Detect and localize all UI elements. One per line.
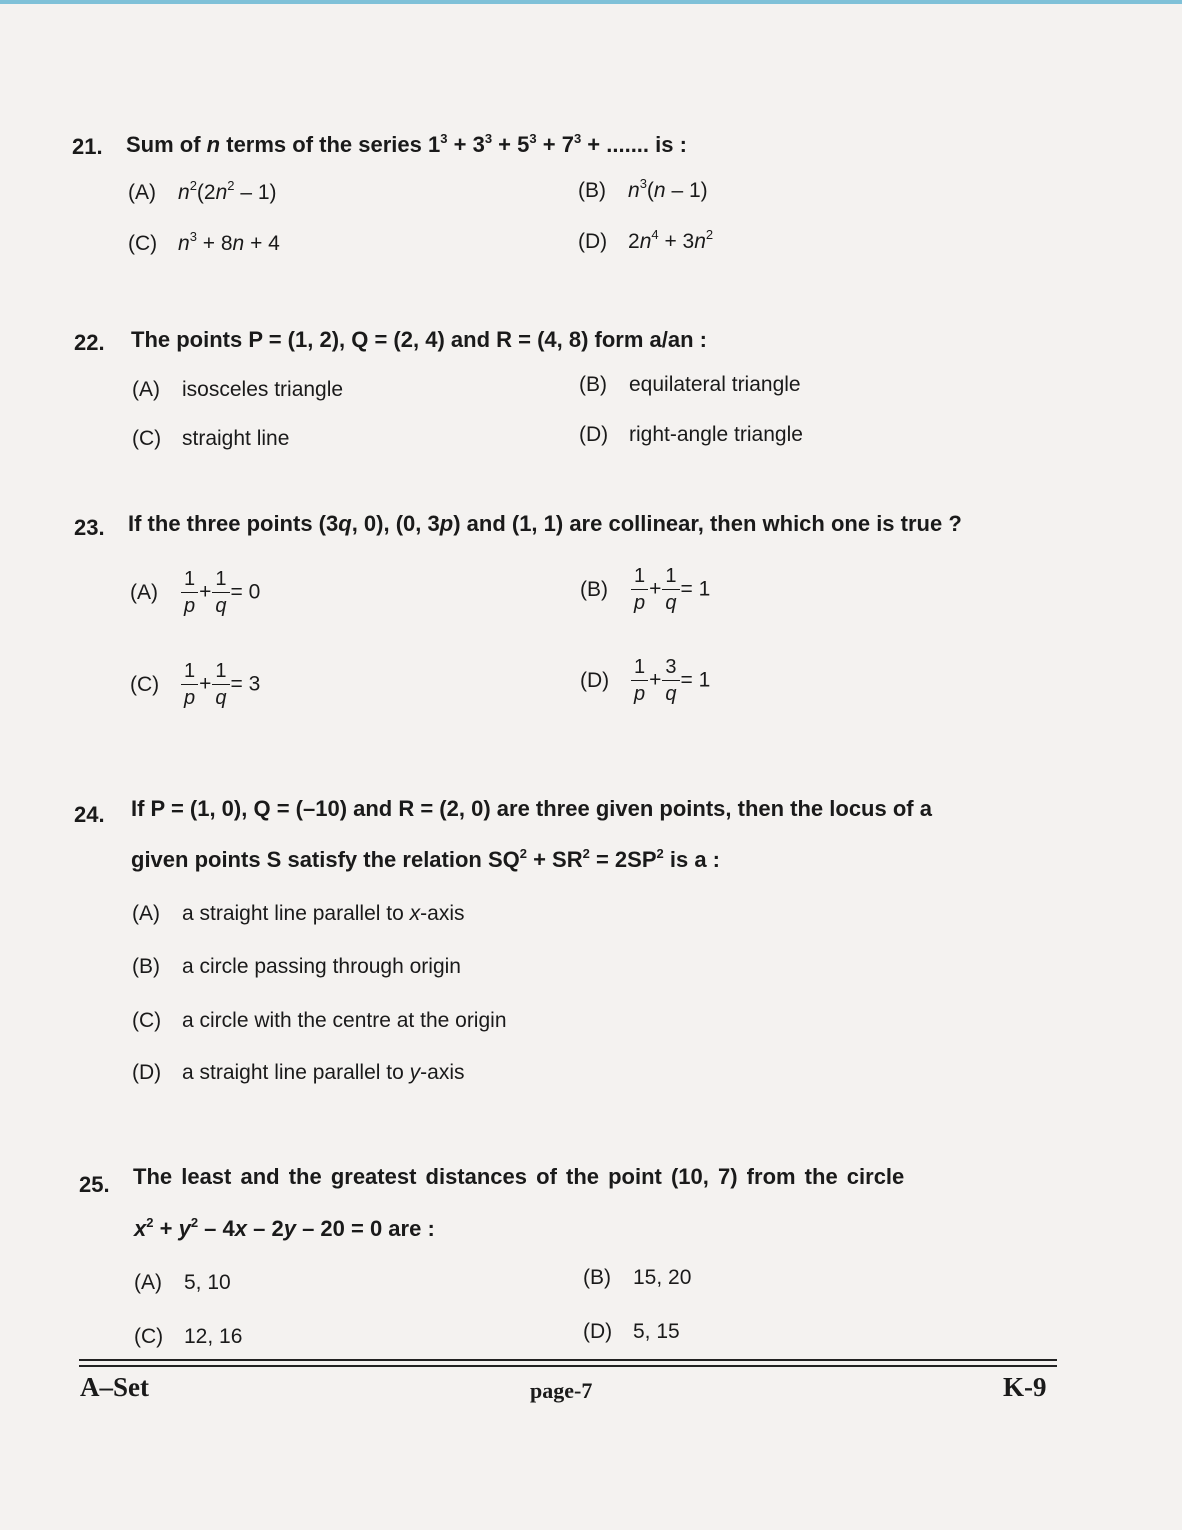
option-c[interactable]: (C) $\frac{1}{p}$ + $\frac{1}{q}$ = 3 xyxy=(130,660,261,709)
page-number: page-7 xyxy=(530,1378,593,1403)
option-a[interactable]: (A) 5, 10 xyxy=(134,1271,231,1294)
footer-rule-top xyxy=(79,1359,1057,1361)
top-rule xyxy=(0,0,1182,4)
option-c[interactable]: (C) a circle with the centre at the origin xyxy=(132,1009,507,1032)
option-a[interactable]: (A) isosceles triangle xyxy=(132,378,344,401)
option-d[interactable]: (D) right-angle triangle xyxy=(579,423,803,446)
question-number: 22. xyxy=(74,330,105,355)
option-b[interactable]: (B) $n^3(n - 1)$ xyxy=(578,176,708,202)
question-text-line2: $x^2 + y^2 - 4x - 2y - 20 = 0$ are : xyxy=(134,1215,435,1241)
option-a[interactable]: (A) a straight line parallel to x-axis xyxy=(132,902,465,925)
option-d[interactable]: (D) a straight line parallel to y-axis xyxy=(132,1061,465,1084)
set-label: A–Set xyxy=(80,1372,149,1402)
question-text-line2: given points S satisfy the relation $SQ^2 + SR^2 = 2SP^2$ is a : xyxy=(131,846,720,872)
question-number: 21. xyxy=(72,134,103,159)
option-a[interactable]: (A) $\frac{1}{p}$ + $\frac{1}{q}$ = 0 xyxy=(130,568,261,617)
question-number: 23. xyxy=(74,515,105,540)
question-text-line1: The least and the greatest distances of the point (10, 7) from the circle xyxy=(133,1164,905,1189)
option-c[interactable]: (C) straight line xyxy=(132,427,290,450)
option-a[interactable]: (A) $n^2(2n^2 - 1)$ xyxy=(128,178,277,204)
option-d[interactable]: (D) $2n^4 + 3n^2$ xyxy=(578,227,714,253)
option-b[interactable]: (B) $\frac{1}{p}$ + $\frac{1}{q}$ = 1 xyxy=(580,565,711,614)
option-c[interactable]: (C) $n^3 + 8n + 4$ xyxy=(128,229,280,255)
option-d[interactable]: (D) $\frac{1}{p}$ + $\frac{3}{q}$ = 1 xyxy=(580,656,711,705)
footer-rule-bottom xyxy=(79,1365,1057,1367)
option-b[interactable]: (B) 15, 20 xyxy=(583,1266,692,1289)
paper-code: K-9 xyxy=(1003,1372,1047,1402)
question-text: The points P = (1, 2), Q = (2, 4) and R = (4, 8) form a/an : xyxy=(131,327,707,352)
option-b[interactable]: (B) equilateral triangle xyxy=(579,373,801,396)
question-number: 25. xyxy=(79,1172,110,1197)
question-number: 24. xyxy=(74,802,105,827)
question-text: If the three points (3q, 0), (0, 3p) and (1, 1) are collinear, then which one is true ? xyxy=(128,511,962,536)
question-text: Sum of n terms of the series $1^3 + 3^3 + 5^3 + 7^3$ + ....... is : xyxy=(126,131,687,157)
question-text-line1: If P = (1, 0), Q = (–10) and R = (2, 0) are three given points, then the locus of a xyxy=(131,796,932,821)
option-c[interactable]: (C) 12, 16 xyxy=(134,1325,243,1348)
option-b[interactable]: (B) a circle passing through origin xyxy=(132,955,461,978)
option-d[interactable]: (D) 5, 15 xyxy=(583,1320,680,1343)
